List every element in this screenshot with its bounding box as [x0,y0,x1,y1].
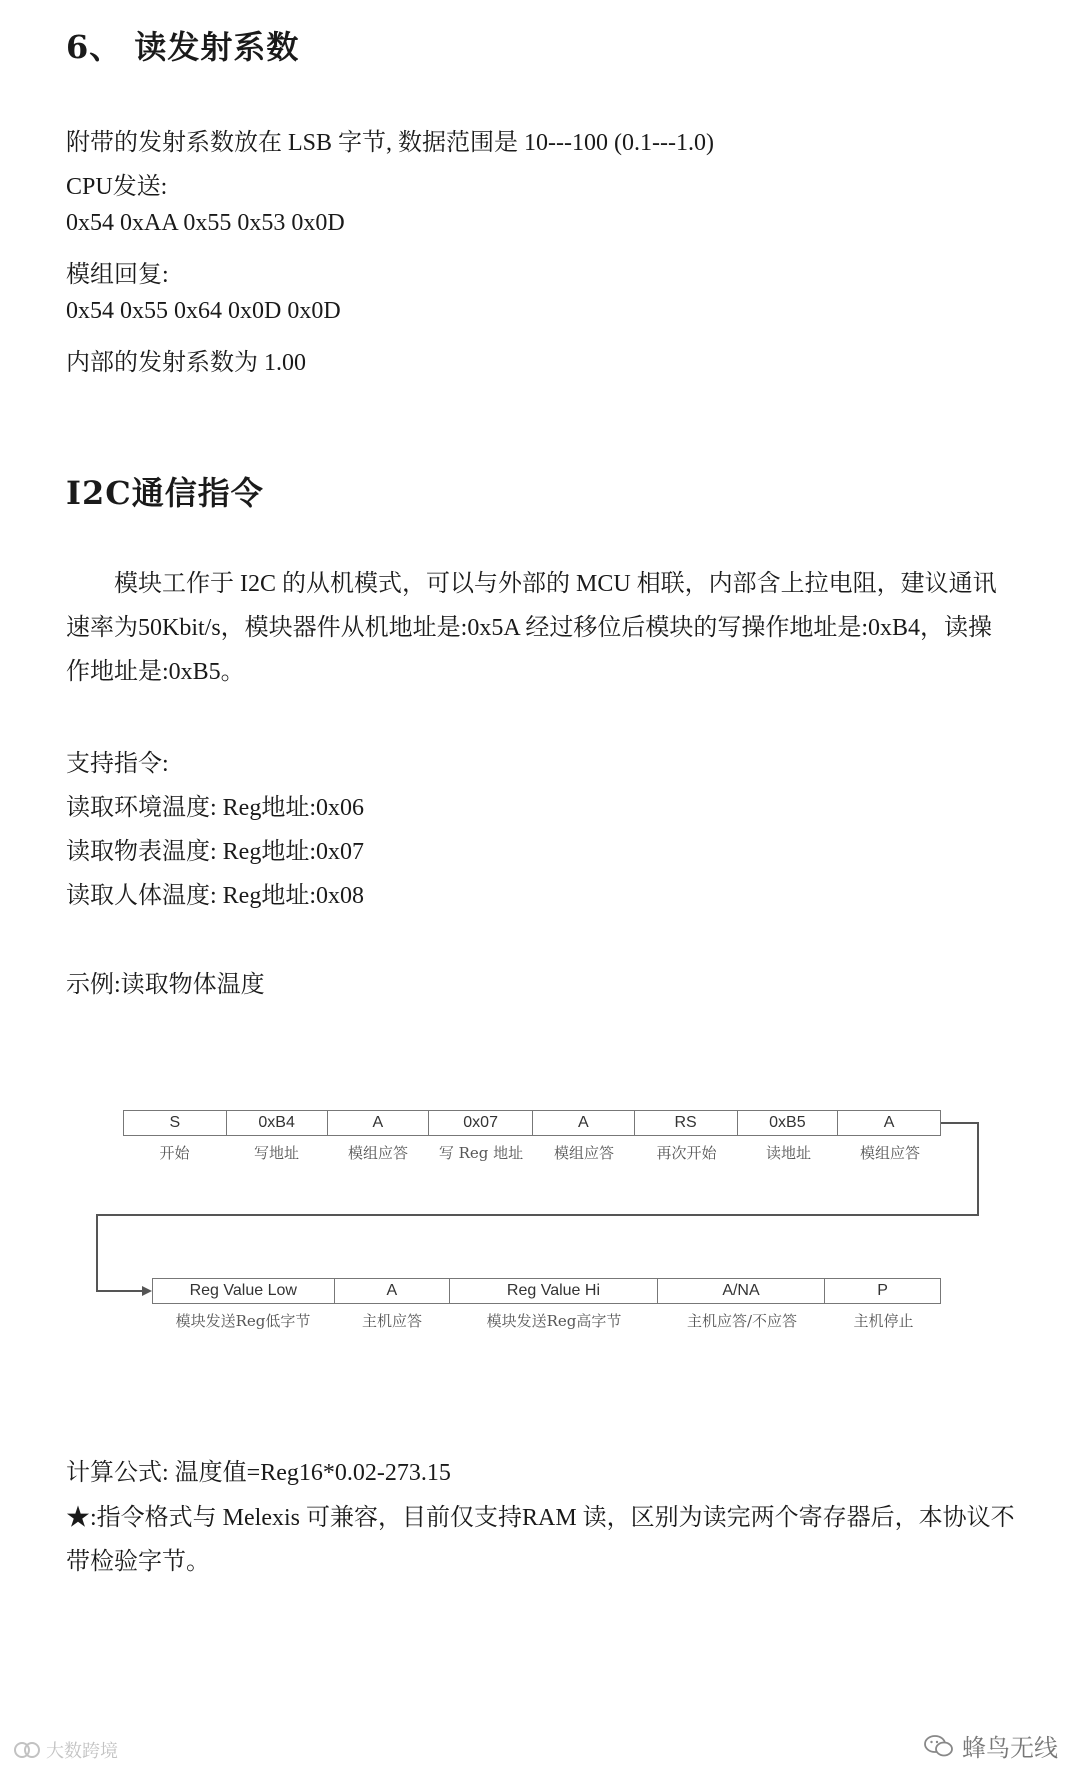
frame-row-2 [152,1278,941,1304]
section6-heading: 6、 读发射系数 [66,28,300,66]
frame-cell-reg-addr: 0x07 [429,1111,533,1135]
section6-line-4: 模组回复: [66,262,169,288]
caption-ack-nack: 主机应答/不应答 [686,1312,798,1330]
watermark-right-text: 蜂鸟无线 [962,1734,1058,1762]
frame-cell-master-ack: A [335,1279,451,1303]
caption-stop: 主机停止 [853,1312,914,1330]
caption-write-addr: 写地址 [253,1144,299,1162]
i2c-heading: I2C通信指令 [66,474,264,512]
caption-row-1 [123,1142,941,1163]
caption-start: 开始 [159,1144,190,1162]
caption-reg-high: 模块发送Reg高字节 [486,1312,622,1330]
connector-wire-across [96,1214,979,1216]
caption-ack-1: 模组应答 [347,1144,408,1162]
section6-line-2: CPU发送: [66,174,168,200]
frame-row-1 [123,1110,941,1136]
frame-cell-reg-low: Reg Value Low [153,1279,335,1303]
caption-ack-3: 模组应答 [859,1144,920,1162]
frame-cell-start: S [124,1111,227,1135]
watermark-left [14,1737,118,1763]
watermark-right [924,1728,1058,1763]
command-body: 读取人体温度: Reg地址:0x08 [66,883,364,909]
caption-row-2 [152,1310,941,1331]
section6-line-1: 附带的发射系数放在 LSB 字节, 数据范围是 10---100 (0.1---1.0) [66,130,714,156]
frame-cell-read-addr: 0xB5 [738,1111,839,1135]
caption-reg-addr: 写 Reg 地址 [438,1144,524,1162]
caption-restart: 再次开始 [656,1144,717,1162]
frame-cell-write-addr: 0xB4 [227,1111,328,1135]
watermark-left-text: 大数跨境 [46,1741,118,1762]
caption-ack-2: 模组应答 [553,1144,614,1162]
compat-note: ★:指令格式与 Melexis 可兼容，目前仅支持RAM 读，区别为读完两个寄存器后，本协议不带检验字节。 [66,1505,1015,1575]
i2c-frame-diagram [0,1110,1080,1350]
command-ambient: 读取环境温度: Reg地址:0x06 [66,795,364,821]
caption-reg-low: 模块发送Reg低字节 [175,1312,311,1330]
connector-wire-down-left [96,1214,98,1292]
section6-line-6: 内部的发射系数为 1.00 [66,350,306,376]
i2c-paragraph: 模块工作于 I2C 的从机模式，可以与外部的 MCU 相联，内部含上拉电阻，建议通讯速率为50Kbit/s，模块器件从机地址是:0x5A 经过移位后模块的写操作地址是:0xB4，读操作地址是:0xB5。 [66,571,997,685]
watermark-logo-icon [14,1740,40,1760]
frame-cell-ack-2: A [533,1111,635,1135]
caption-read-addr: 读地址 [765,1144,811,1162]
command-object: 读取物表温度: Reg地址:0x07 [66,839,364,865]
frame-cell-ack-1: A [328,1111,430,1135]
frame-cell-ack-nack: A/NA [658,1279,826,1303]
section6-line-3: 0x54 0xAA 0x55 0x53 0x0D [66,210,345,236]
frame-cell-ack-3: A [883,1114,895,1131]
connector-wire-down [977,1122,979,1216]
wechat-icon [924,1735,954,1757]
section6-line-5: 0x54 0x55 0x64 0x0D 0x0D [66,298,341,324]
formula-line: 计算公式: 温度值=Reg16*0.02-273.15 [66,1460,451,1486]
connector-wire-in [96,1290,144,1292]
frame-cell-stop: P [877,1282,888,1299]
frame-cell-restart: RS [635,1111,738,1135]
connector-wire-out [941,1122,979,1124]
example-title: 示例:读取物体温度 [66,972,265,998]
caption-master-ack: 主机应答 [361,1312,422,1330]
support-title: 支持指令: [66,751,169,777]
frame-cell-reg-high: Reg Value Hi [450,1279,657,1303]
connector-arrow-icon [142,1286,152,1296]
